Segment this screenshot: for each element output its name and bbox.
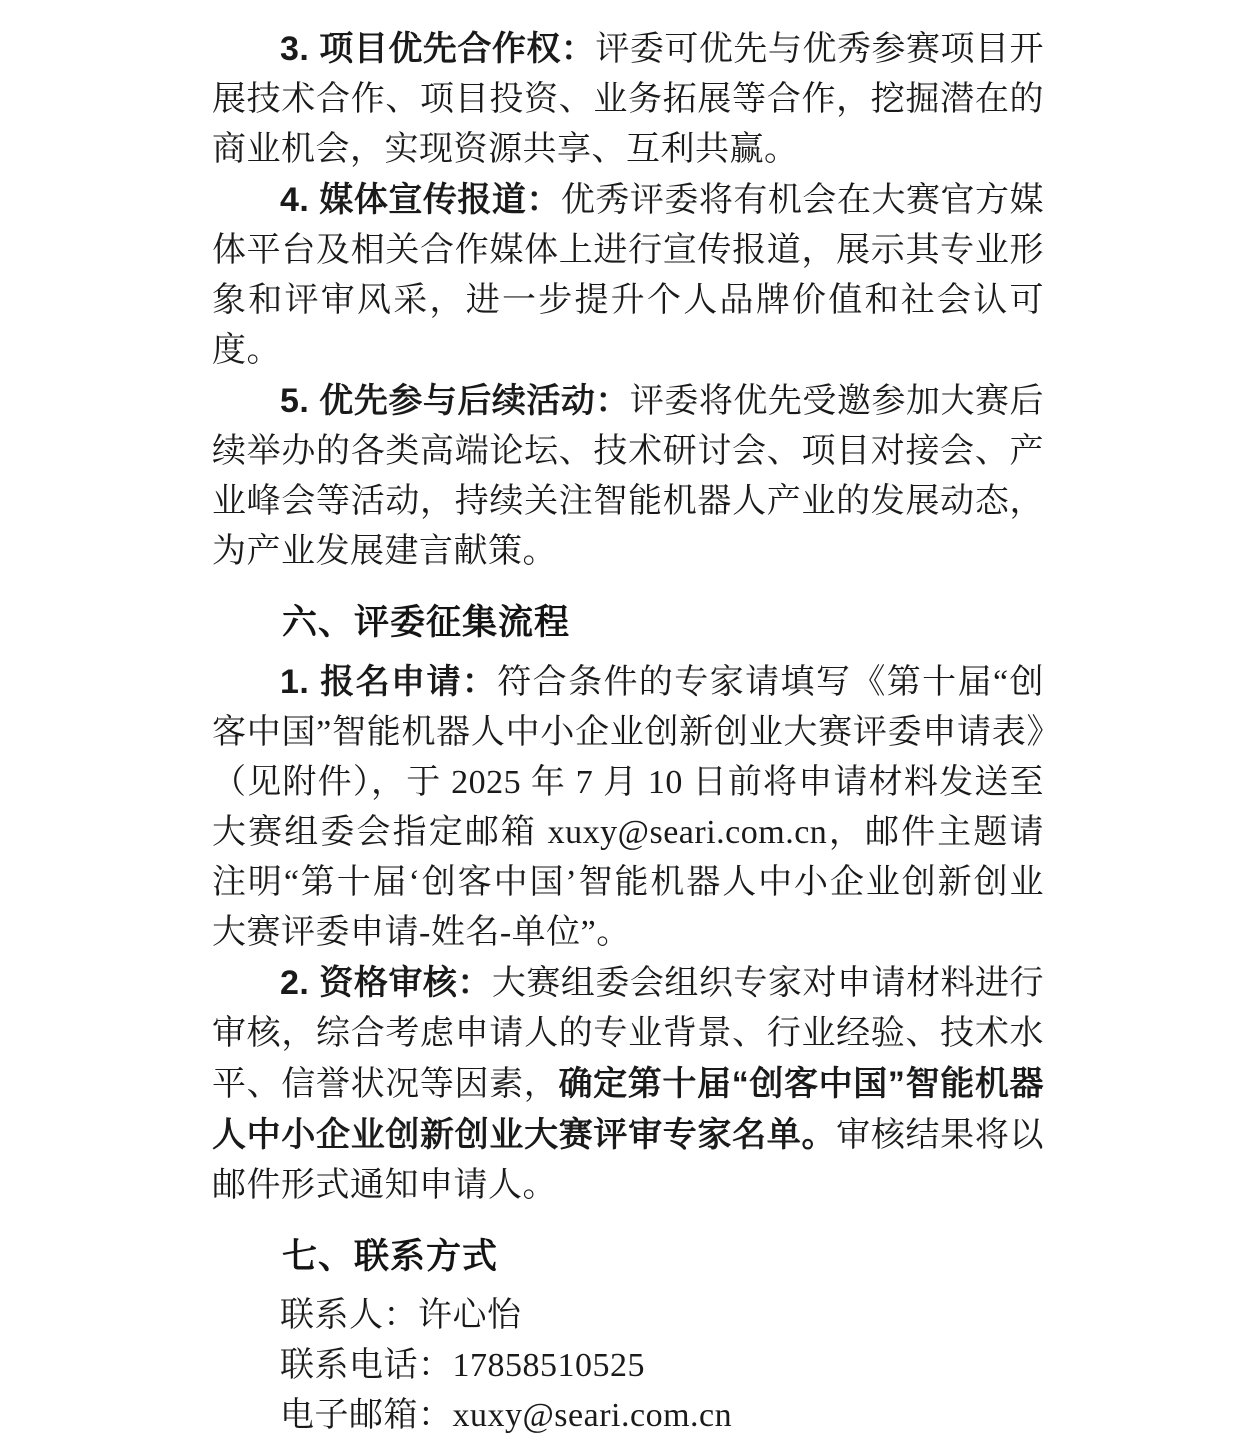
section-heading-6: 六、评委征集流程 — [282, 603, 571, 642]
step-1-text: 符合条件的专家请填写《第十届“创客中国”智能机器人中小企业创新创业大赛评委申请表》（见附件），于 2025 年 7 月 10 日前将申请材料发送至大赛组委会指定邮箱 xuxy@seari.com.cn，邮件主题请注明“第十届‘创客中国’智能机器人中小企业创新创业大赛评委申请-姓名-单位”。 — [212, 664, 1044, 951]
step-2-bold-run: 确定第十届“创客中国”智能机器人中小企业创新创业大赛评审专家名单。 — [212, 1065, 1045, 1154]
step-2-label: 2. 资格审核： — [280, 964, 492, 1002]
benefit-3-label: 3. 项目优先合作权： — [280, 30, 596, 68]
step-2-text-2: 审核结果将以邮件形式通知申请人。 — [212, 1117, 1045, 1204]
benefit-5-text: 评委将优先受邀参加大赛后续举办的各类高端论坛、技术研讨会、项目对接会、产业峰会等活动，持续关注智能机器人产业的发展动态，为产业发展建言献策。 — [212, 383, 1044, 570]
step-2-text-1: 大赛组委会组织专家对申请材料进行审核，综合考虑申请人的专业背景、行业经验、技术水平、信誉状况等因素， — [212, 965, 1044, 1103]
benefit-4-label: 4. 媒体宣传报道： — [280, 181, 561, 219]
paragraph-step-2 — [212, 958, 1044, 1211]
benefit-3-text: 评委可优先与优秀参赛项目开展技术合作、项目投资、业务拓展等合作，挖掘潜在的商业机会，实现资源共享、互利共赢。 — [212, 31, 1044, 168]
paragraph-benefit-5 — [212, 376, 1044, 577]
step-1-label: 1. 报名申请： — [280, 663, 498, 701]
paragraph-step-1 — [212, 657, 1044, 958]
contact-email-line: 电子邮箱：xuxy@seari.com.cn — [280, 1397, 733, 1434]
benefit-4-text: 优秀评委将有机会在大赛官方媒体平台及相关合作媒体上进行宣传报道，展示其专业形象和评审风采，进一步提升个人品牌价值和社会认可度。 — [212, 182, 1044, 369]
benefit-5-label: 5. 优先参与后续活动： — [280, 382, 630, 420]
paragraph-benefit-4 — [212, 175, 1044, 376]
contact-person-line: 联系人：许心怡 — [280, 1297, 522, 1334]
paragraph-benefit-3 — [212, 24, 1044, 175]
contact-phone-line: 联系电话：17858510525 — [280, 1347, 645, 1384]
section-heading-7: 七、联系方式 — [282, 1237, 499, 1276]
